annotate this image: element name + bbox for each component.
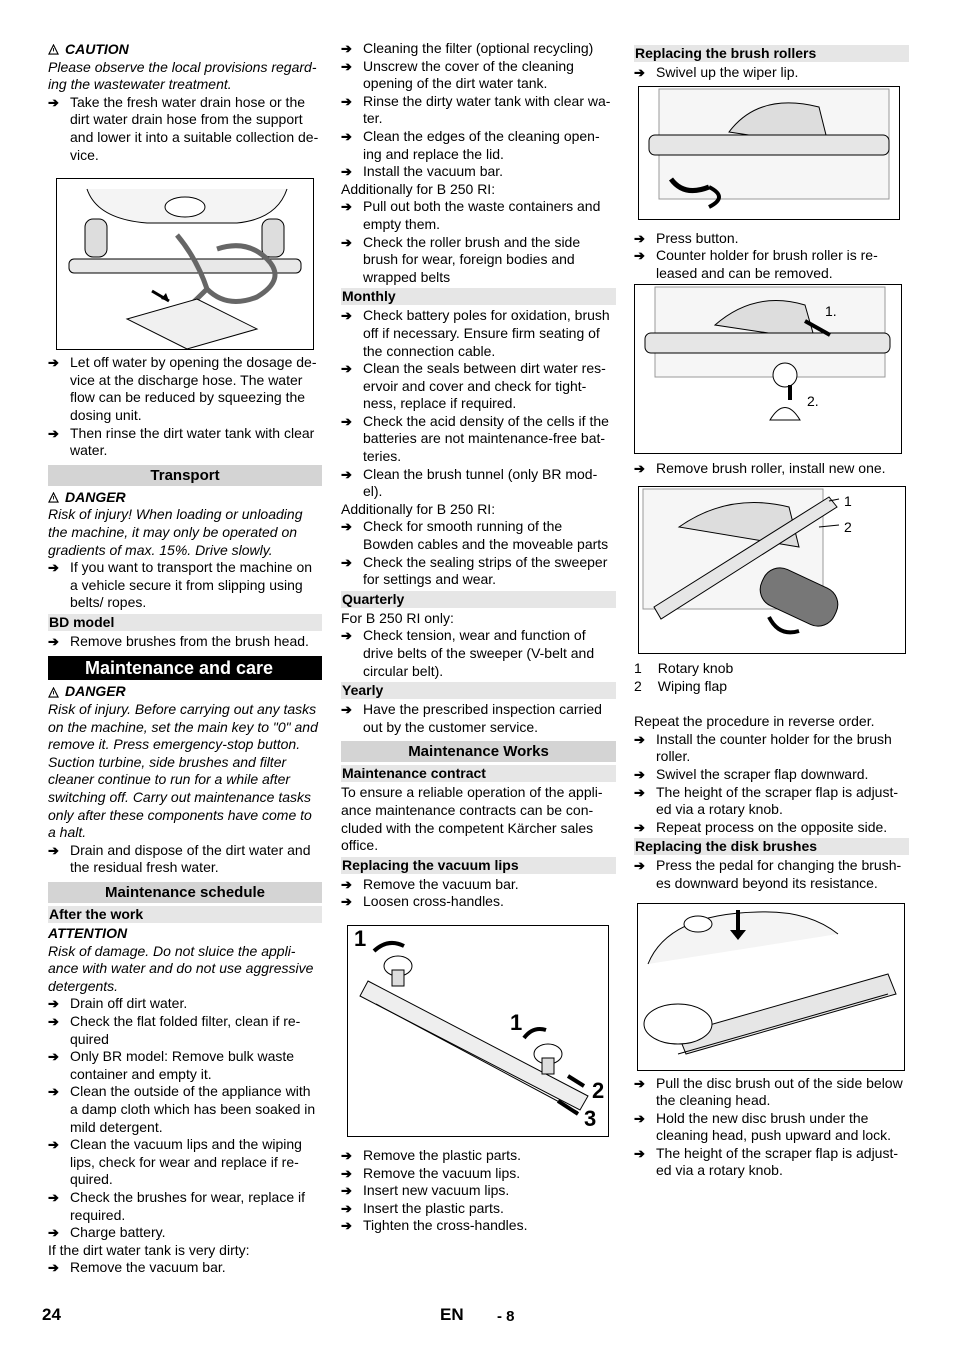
step-text: Remove the vacuum lips.: [363, 1164, 521, 1181]
step-list: [634, 230, 909, 283]
action-step: [341, 307, 616, 360]
step-text: Rinse the dirty water tank with clear wa-ter.: [363, 92, 611, 127]
action-step: [341, 1182, 616, 1200]
step-text: Clean the seals between dirt water res-ervoir and cover and check for tight-ness, replace if required.: [363, 360, 606, 412]
step-text: Clean the brush tunnel (only BR mod-el).: [363, 465, 598, 500]
action-step: [341, 1217, 616, 1235]
attention-header: ATTENTION: [48, 925, 128, 941]
action-step: [341, 1200, 616, 1218]
danger-header: DANGER: [48, 683, 322, 701]
caution-header: CAUTION: [48, 41, 322, 59]
arrow-icon: ➔: [341, 58, 352, 74]
step-text: Drain and dispose of the dirt water and the residual fresh water.: [70, 841, 311, 876]
step-list: [48, 995, 322, 1241]
figure-wiper-lip: [638, 86, 900, 220]
step-text: Check battery poles for oxidation, brush off if necessary. Ensure firm seating of the connection cable.: [363, 307, 610, 359]
step-text: The height of the scraper flap is adjust-ed via a rotary knob.: [656, 1144, 899, 1179]
action-step: [634, 857, 909, 892]
step-list: [341, 307, 616, 501]
subsection-quarterly: Quarterly: [341, 591, 616, 608]
fig3-label-2: 2: [844, 518, 852, 535]
column-3: [634, 40, 909, 1180]
action-step: [48, 354, 322, 424]
step-list: [48, 842, 322, 877]
subsection-disk-brushes: Replacing the disk brushes: [634, 838, 909, 855]
action-step: [341, 466, 616, 501]
step-list: [634, 731, 909, 837]
legend-row: 2 Wiping flap: [634, 677, 728, 694]
column-2: [341, 40, 616, 1235]
press-button-illustration: [635, 285, 901, 453]
action-step: [341, 93, 616, 128]
step-text: If you want to transport the machine on a vehicle secure it from slipping using belts/ ropes.: [70, 559, 313, 611]
action-step: [341, 234, 616, 287]
arrow-icon: ➔: [341, 41, 352, 56]
figure-brush-roller: [638, 486, 906, 654]
fig-label-3: 3: [584, 1105, 597, 1131]
section-schedule: Maintenance schedule: [48, 882, 322, 903]
action-step: [48, 1048, 322, 1083]
quarterly-for: For B 250 RI only:: [341, 609, 454, 626]
transport-danger-text: Risk of injury! When loading or unloading the machine, it may only be operated on gradients of max. 15%. Drive slowly.: [48, 506, 303, 558]
step-text: Charge battery.: [70, 1224, 166, 1241]
subsection-monthly: Monthly: [341, 288, 616, 305]
figure-disk-brush: [637, 903, 905, 1071]
step-text: The height of the scraper flap is adjust-ed via a rotary knob.: [656, 783, 899, 818]
action-step: [634, 1145, 909, 1180]
action-step: [634, 460, 909, 478]
step-text: Cleaning the filter (optional recycling): [363, 40, 594, 56]
reverse-text: Repeat the procedure in reverse order.: [634, 713, 875, 730]
action-step: [341, 40, 616, 58]
arrow-icon: ➔: [341, 413, 352, 429]
step-list: [48, 94, 322, 164]
arrow-icon: ➔: [634, 461, 645, 477]
step-text: Check the sealing strips of the sweeper for settings and wear.: [363, 553, 608, 588]
step-text: Remove brushes from the brush head.: [70, 632, 309, 649]
warning-triangle-icon: [48, 687, 59, 698]
action-step: [634, 819, 909, 837]
arrow-icon: ➔: [48, 633, 59, 649]
action-step: [48, 842, 322, 877]
step-list: [341, 627, 616, 680]
arrow-icon: ➔: [341, 164, 352, 180]
action-step: [48, 559, 322, 612]
arrow-icon: ➔: [341, 1218, 352, 1234]
step-text: Check the acid density of the cells if the batteries are not maintenance-free bat-teries.: [363, 412, 609, 465]
very-dirty-text: If the dirt water tank is very dirty:: [48, 1241, 250, 1258]
subsection-contract: Maintenance contract: [341, 765, 616, 782]
step-text: Loosen cross-handles.: [363, 893, 504, 910]
step-text: Only BR model: Remove bulk waste container and empty it.: [70, 1048, 295, 1082]
arrow-icon: ➔: [634, 766, 645, 782]
arrow-icon: ➔: [341, 1200, 352, 1216]
figure-press-button: [634, 284, 902, 454]
sub-page-number: - 8: [497, 1308, 515, 1325]
arrow-icon: ➔: [634, 65, 645, 80]
arrow-icon: ➔: [341, 702, 352, 718]
figure-vacuum-bar: [347, 925, 609, 1137]
action-step: [341, 58, 616, 93]
arrow-icon: ➔: [48, 1189, 59, 1205]
page-number: 24: [42, 1305, 61, 1324]
action-step: [341, 518, 616, 553]
step-text: Check for smooth running of the Bowden cables and the moveable parts: [363, 518, 609, 553]
step-text: Install the vacuum bar.: [363, 163, 504, 180]
disk-brush-illustration: [638, 904, 904, 1070]
subsection-yearly: Yearly: [341, 682, 616, 699]
arrow-icon: ➔: [48, 1137, 59, 1153]
warning-triangle-icon: [48, 492, 59, 503]
step-text: Check tension, wear and function of drive belts of the sweeper (V-belt and circular belt).: [363, 627, 595, 679]
step-list: [341, 876, 616, 911]
arrow-icon: ➔: [634, 858, 645, 874]
step-text: Swivel up the wiper lip.: [656, 64, 799, 80]
section-transport: Transport: [48, 465, 322, 486]
column-1: [48, 40, 322, 1277]
action-step: [634, 64, 909, 82]
arrow-icon: ➔: [341, 894, 352, 910]
step-text: Clean the outside of the appliance with a damp cloth which has been soaked in mild detergent.: [70, 1083, 316, 1135]
arrow-icon: ➔: [341, 128, 352, 144]
step-text: Unscrew the cover of the cleaning opening of the dirt water tank.: [363, 57, 574, 92]
arrow-icon: ➔: [341, 93, 352, 109]
step-text: Pull out both the waste containers and empty them.: [363, 198, 601, 232]
step-list: [341, 1147, 616, 1235]
subsection-brush-rollers: Replacing the brush rollers: [634, 45, 909, 62]
step-text: Insert the plastic parts.: [363, 1199, 504, 1216]
arrow-icon: ➔: [48, 996, 59, 1012]
action-step: [634, 784, 909, 819]
arrow-icon: ➔: [341, 1147, 352, 1163]
arrow-icon: ➔: [48, 1084, 59, 1100]
arrow-icon: ➔: [341, 199, 352, 215]
caution-text: Please observe the local provisions regard-ing the wastewater treatment.: [48, 58, 317, 93]
action-step: [341, 701, 616, 736]
arrow-icon: ➔: [48, 1260, 59, 1276]
arrow-icon: ➔: [48, 355, 59, 371]
contract-text: To ensure a reliable operation of the appli-ance maintenance contracts can be con-cluded with the competent Kärcher sales office.: [341, 784, 603, 854]
maintenance-danger-text: Risk of injury. Before carrying out any tasks on the machine, set the main key to "0" and remove it. Press emergency-stop button. Suction turbine, side brushes and filter cleaner continue to run for a while after switching off. Carry out maintenance tasks only after these components have come to a halt.: [48, 701, 318, 841]
wiper-lip-illustration: [639, 87, 899, 219]
brush-roller-illustration: [639, 487, 905, 653]
step-text: Have the prescribed inspection carried out by the customer service.: [363, 701, 602, 735]
vacuum-bar-illustration: [348, 926, 608, 1136]
arrow-icon: ➔: [634, 230, 645, 246]
arrow-icon: ➔: [634, 819, 645, 835]
step-text: Press button.: [656, 229, 739, 246]
arrow-icon: ➔: [341, 466, 352, 482]
action-step: [341, 554, 616, 589]
step-text: Insert new vacuum lips.: [363, 1182, 510, 1199]
figure-drain-hose: [56, 178, 314, 350]
danger-header: DANGER: [48, 489, 322, 507]
step-text: Press the pedal for changing the brush-es downward beyond its resistance.: [656, 857, 902, 891]
action-step: [341, 1165, 616, 1183]
step-text: Check the flat folded filter, clean if re-quired: [70, 1012, 301, 1047]
step-list: [48, 354, 322, 460]
action-step: [341, 1147, 616, 1165]
arrow-icon: ➔: [634, 1110, 645, 1126]
action-step: [634, 247, 909, 282]
step-text: Counter holder for brush roller is re-leased and can be removed.: [656, 247, 878, 281]
action-step: [341, 627, 616, 680]
step-list: [341, 701, 616, 736]
arrow-icon: ➔: [48, 1049, 59, 1065]
action-step: [48, 425, 322, 460]
action-step: [341, 360, 616, 413]
step-list: [48, 1259, 322, 1277]
additional-text: Additionally for B 250 RI:: [341, 500, 496, 517]
action-step: [341, 893, 616, 911]
subsection-bd-model: BD model: [48, 614, 322, 631]
action-step: [341, 128, 616, 163]
step-text: Let off water by opening the dosage de-vice at the discharge hose. The water flow can be reduced by squeezing the dosing unit.: [70, 354, 317, 423]
step-text: Check the roller brush and the side brush for wear, foreign bodies and wrapped belts: [363, 233, 581, 285]
step-list: [634, 857, 909, 892]
arrow-icon: ➔: [341, 1165, 352, 1181]
subsection-vacuum-lips: Replacing the vacuum lips: [341, 857, 616, 874]
arrow-icon: ➔: [634, 1075, 645, 1091]
step-text: Install the counter holder for the brush roller.: [656, 730, 892, 765]
action-step: [48, 995, 322, 1013]
step-text: Remove the plastic parts.: [363, 1146, 521, 1163]
step-text: Clean the vacuum lips and the wiping lips, check for wear and replace if re-quired.: [70, 1136, 302, 1188]
arrow-icon: ➔: [341, 308, 352, 324]
action-step: [634, 1075, 909, 1110]
warning-triangle-icon: [48, 44, 59, 55]
step-text: Tighten the cross-handles.: [363, 1217, 528, 1234]
fig-label-2: 2: [592, 1077, 605, 1103]
fig2-label-2: 2.: [807, 393, 819, 410]
step-list: [48, 559, 322, 612]
step-list: [634, 1075, 909, 1181]
arrow-icon: ➔: [341, 361, 352, 377]
arrow-icon: ➔: [341, 1183, 352, 1199]
arrow-icon: ➔: [341, 519, 352, 535]
action-step: [634, 766, 909, 784]
action-step: [48, 1224, 322, 1242]
step-list: [341, 40, 616, 181]
action-step: [341, 876, 616, 894]
step-text: Remove the vacuum bar.: [363, 875, 519, 892]
fig2-label-1: 1.: [825, 303, 837, 320]
step-list: [341, 198, 616, 286]
step-list: [48, 633, 322, 651]
fig-label-1: 1: [354, 925, 367, 951]
step-list: [341, 518, 616, 588]
arrow-icon: ➔: [341, 554, 352, 570]
step-text: Repeat process on the opposite side.: [656, 818, 888, 835]
action-step: [341, 163, 616, 181]
fig-label-1b: 1: [510, 1009, 523, 1035]
arrow-icon: ➔: [634, 731, 645, 747]
additional-text: Additionally for B 250 RI:: [341, 180, 496, 197]
action-step: [634, 1110, 909, 1145]
arrow-icon: ➔: [634, 1145, 645, 1161]
arrow-icon: ➔: [634, 784, 645, 800]
arrow-icon: ➔: [341, 234, 352, 250]
arrow-icon: ➔: [341, 628, 352, 644]
legend-row: 1 Rotary knob: [634, 659, 734, 676]
step-text: Remove the vacuum bar.: [70, 1259, 226, 1276]
action-step: [48, 1189, 322, 1224]
action-step: [634, 731, 909, 766]
step-list: [634, 460, 909, 478]
drain-hose-illustration: [57, 179, 313, 349]
step-list: [634, 64, 909, 82]
language-code: EN: [440, 1305, 464, 1324]
action-step: [48, 1013, 322, 1048]
action-step: [341, 198, 616, 233]
step-text: Clean the edges of the cleaning open-ing and replace the lid.: [363, 127, 600, 162]
step-text: Swivel the scraper flap downward.: [656, 765, 869, 782]
chapter-maintenance: Maintenance and care: [48, 656, 322, 680]
arrow-icon: ➔: [634, 248, 645, 264]
step-text: Check the brushes for wear, replace if required.: [70, 1188, 306, 1223]
arrow-icon: ➔: [341, 876, 352, 892]
action-step: [48, 94, 322, 164]
arrow-icon: ➔: [48, 94, 59, 110]
attention-text: Risk of damage. Do not sluice the appli-ance with water and do not use aggressive detergents.: [48, 942, 314, 994]
step-text: Drain off dirt water.: [70, 995, 188, 1012]
fig3-label-1: 1: [844, 492, 852, 509]
step-text: Then rinse the dirt water tank with clear water.: [70, 424, 315, 459]
subsection-after-work: After the work: [48, 906, 322, 923]
section-maintenance-works: Maintenance Works: [341, 741, 616, 762]
arrow-icon: ➔: [48, 1013, 59, 1029]
step-text: Take the fresh water drain hose or the dirt water drain hose from the support and lower it into a suitable collection de-vice.: [70, 93, 319, 163]
step-text: Pull the disc brush out of the side below the cleaning head.: [656, 1074, 903, 1109]
arrow-icon: ➔: [48, 842, 59, 858]
action-step: [48, 1083, 322, 1136]
step-text: Hold the new disc brush under the cleaning head, push upward and lock.: [656, 1109, 892, 1144]
step-text: Remove brush roller, install new one.: [656, 460, 886, 477]
action-step: [341, 413, 616, 466]
arrow-icon: ➔: [48, 560, 59, 576]
action-step: [634, 230, 909, 248]
action-step: [48, 1259, 322, 1277]
arrow-icon: ➔: [48, 425, 59, 441]
action-step: [48, 633, 322, 651]
action-step: [48, 1136, 322, 1189]
arrow-icon: ➔: [48, 1225, 59, 1241]
